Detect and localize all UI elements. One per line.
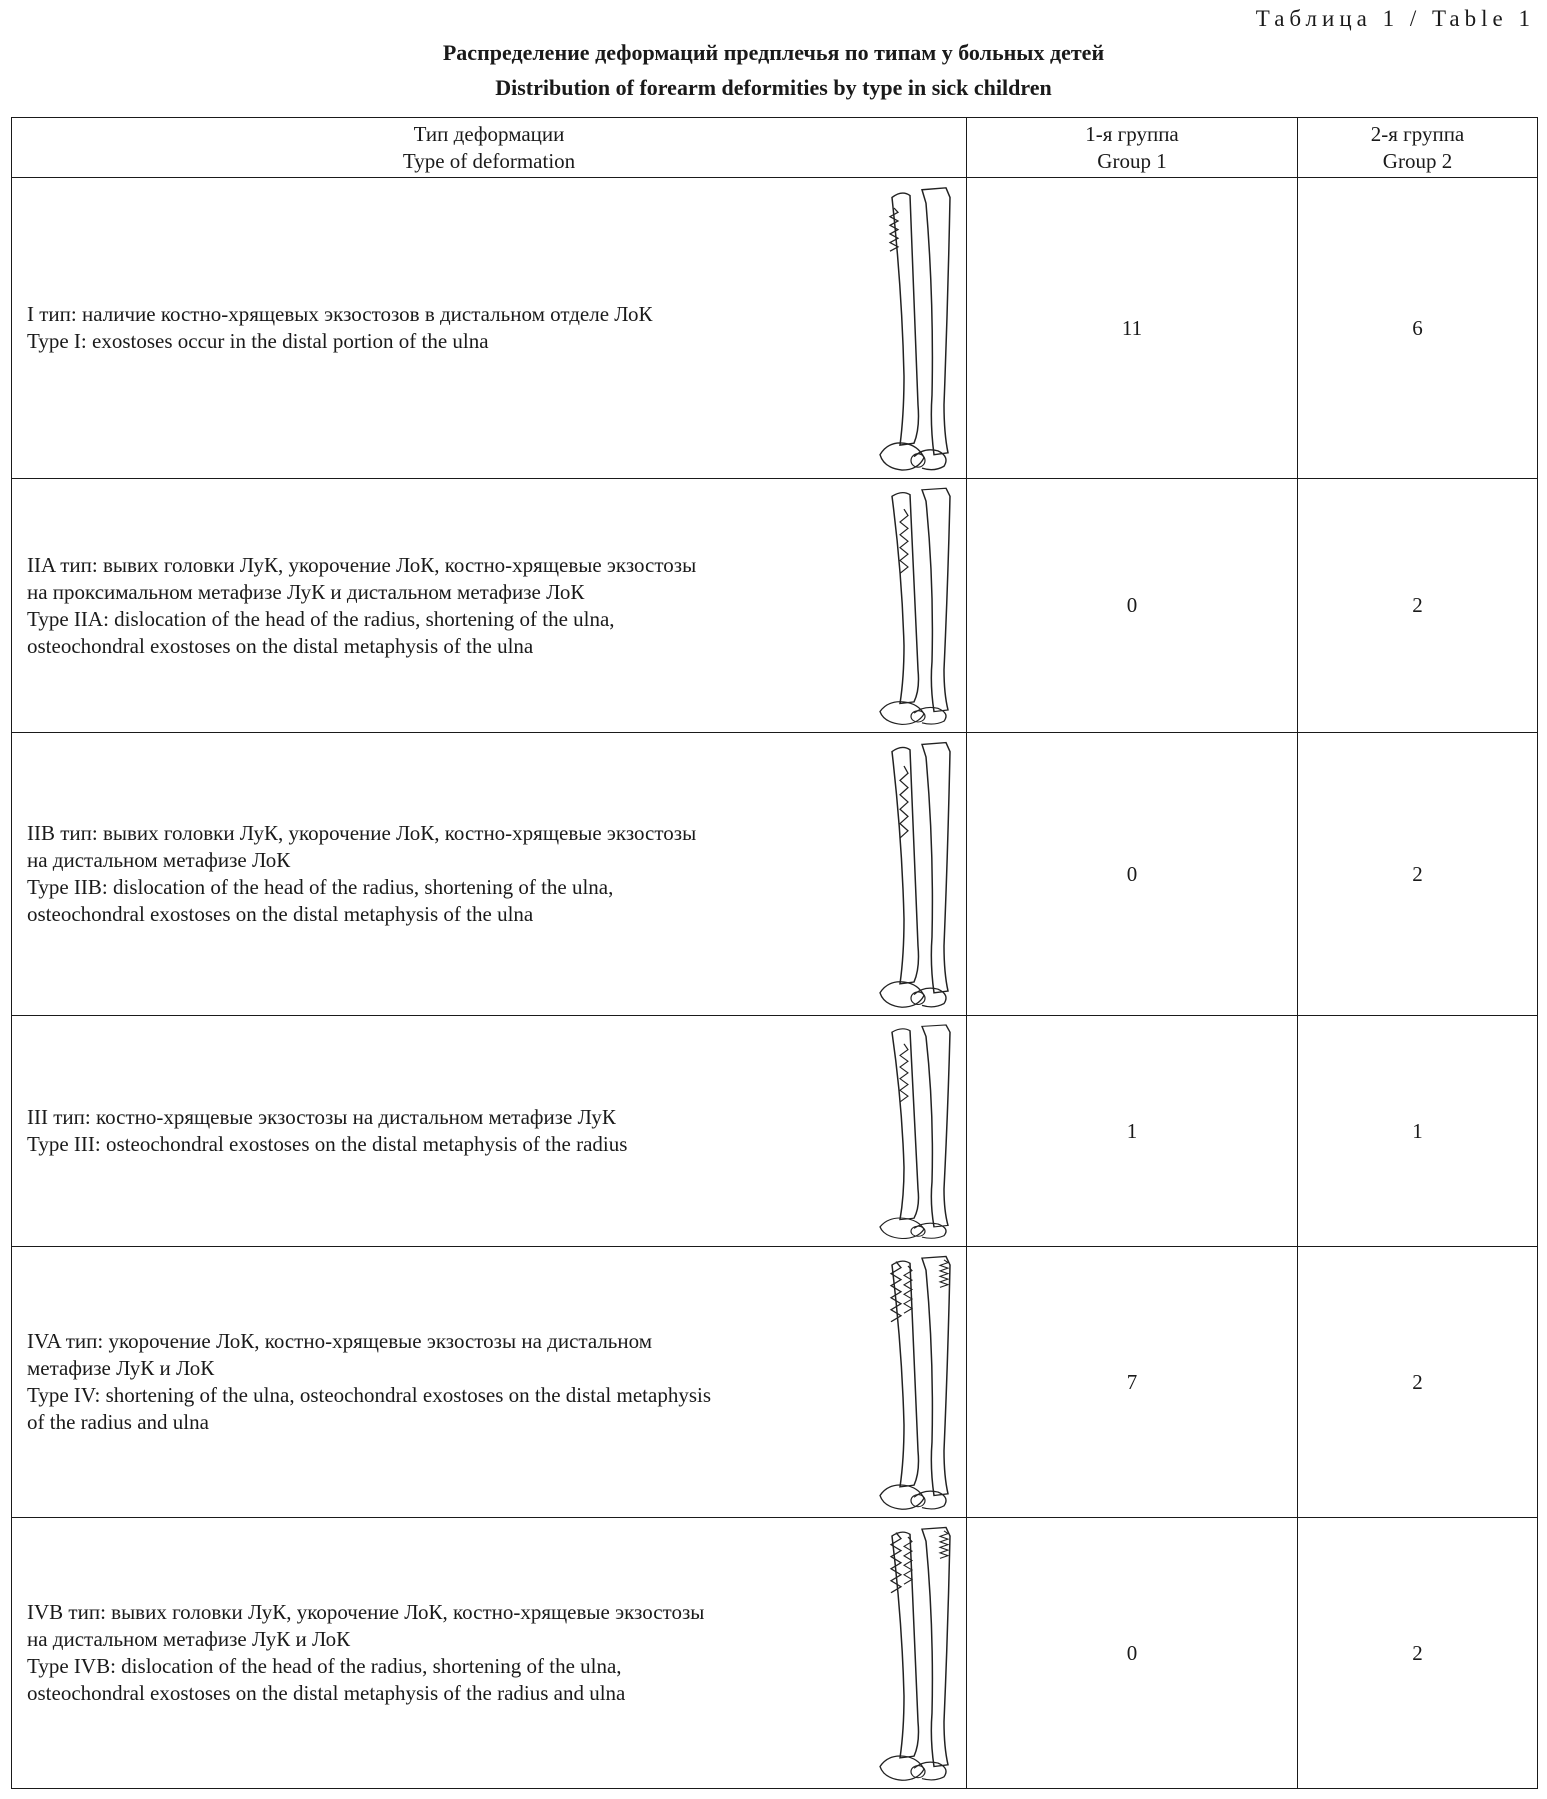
description-line: III тип: костно-хрящевые экзостозы на дистальном метафизе ЛуК	[27, 1105, 616, 1129]
table-header-row	[12, 118, 1538, 178]
description-line: Type I: exostoses occur in the distal portion of the ulna	[27, 329, 489, 353]
deformation-description	[27, 1328, 867, 1436]
group1-count: 0	[967, 1518, 1298, 1789]
description-line: Type IIA: dislocation of the head of the radius, shortening of the ulna,	[27, 606, 615, 631]
description-line: osteochondral exostoses on the distal metaphysis of the ulna	[27, 902, 534, 926]
group1-count: 1	[967, 1016, 1298, 1247]
header-type	[12, 118, 967, 178]
forearm-bones-icon	[874, 485, 964, 726]
forearm-bones-icon	[874, 739, 964, 1009]
deformity-table	[11, 117, 1538, 1789]
deformation-description	[27, 1104, 867, 1158]
table-row	[12, 1518, 1538, 1789]
table-row	[12, 1016, 1538, 1247]
forearm-bones-type-ivb-illustration	[874, 1524, 964, 1782]
description-line: Type IV: shortening of the ulna, osteochondral exostoses on the distal metaphysis	[27, 1383, 712, 1407]
forearm-bones-icon	[874, 184, 964, 472]
header-group1-ru: 1-я группа	[1085, 121, 1179, 146]
deformation-type-cell	[12, 178, 967, 479]
description-line: IIA тип: вывих головки ЛуК, укорочение ЛоК, костно-хрящевые экзостозы	[27, 552, 697, 577]
group1-count: 0	[967, 479, 1298, 733]
deformation-description	[27, 552, 867, 660]
forearm-bones-icon	[874, 1524, 964, 1782]
deformation-description	[27, 820, 867, 928]
header-type-ru: Тип деформации	[413, 121, 565, 146]
deformation-type-cell	[12, 479, 967, 733]
forearm-bones-type-i-illustration	[874, 184, 964, 472]
description-line: of the radius and ulna	[27, 1410, 209, 1434]
description-line: IVB тип: вывих головки ЛуК, укорочение ЛоК, костно-хрящевые экзостозы	[27, 1600, 705, 1624]
table-body	[12, 178, 1538, 1789]
header-group2-en: Group 2	[1382, 148, 1453, 173]
description-line: I тип: наличие костно-хрящевых экзостозов в дистальном отделе ЛоК	[27, 302, 653, 326]
description-line: на дистальном метафизе ЛоК	[27, 848, 291, 872]
group2-count: 2	[1298, 733, 1538, 1016]
forearm-bones-type-iva-illustration	[874, 1253, 964, 1511]
forearm-bones-type-iia-illustration	[874, 485, 964, 726]
table-title-ru: Распределение деформаций предплечья по типам у больных детей	[442, 40, 1105, 65]
deformation-type-cell	[12, 733, 967, 1016]
table-label: Таблица 1 / Table 1	[1255, 6, 1535, 31]
description-line: Type IVB: dislocation of the head of the radius, shortening of the ulna,	[27, 1654, 622, 1678]
header-group1-en: Group 1	[1097, 148, 1167, 173]
description-line: osteochondral exostoses on the distal metaphysis of the radius and ulna	[27, 1681, 626, 1705]
description-line: на дистальном метафизе ЛуК и ЛоК	[27, 1627, 351, 1651]
group1-count: 7	[967, 1247, 1298, 1518]
deformation-type-cell	[12, 1247, 967, 1518]
description-line: Type IIB: dislocation of the head of the radius, shortening of the ulna,	[27, 875, 614, 899]
table-title-en: Distribution of forearm deformities by type in sick children	[495, 75, 1052, 100]
description-line: Type III: osteochondral exostoses on the distal metaphysis of the radius	[27, 1132, 628, 1156]
forearm-bones-type-iii-illustration	[874, 1022, 964, 1240]
group2-count: 6	[1298, 178, 1538, 479]
group2-count: 2	[1298, 1247, 1538, 1518]
header-group2	[1298, 118, 1538, 178]
deformation-type-cell	[12, 1016, 967, 1247]
group2-count: 1	[1298, 1016, 1538, 1247]
forearm-bones-icon	[874, 1253, 964, 1511]
description-line: метафизе ЛуК и ЛоК	[27, 1356, 215, 1380]
deformation-description	[27, 1599, 867, 1707]
group2-count: 2	[1298, 1518, 1538, 1789]
table-row	[12, 733, 1538, 1016]
header-group2-ru: 2-я группа	[1370, 121, 1465, 146]
table-row	[12, 479, 1538, 733]
description-line: IIB тип: вывих головки ЛуК, укорочение ЛоК, костно-хрящевые экзостозы	[27, 821, 697, 845]
description-line: IVA тип: укорочение ЛоК, костно-хрящевые экзостозы на дистальном	[27, 1329, 653, 1353]
deformation-description	[27, 301, 867, 355]
forearm-bones-icon	[874, 1022, 964, 1240]
deformation-type-cell	[12, 1518, 967, 1789]
table-row	[12, 178, 1538, 479]
forearm-bones-type-iib-illustration	[874, 739, 964, 1009]
group2-count: 2	[1298, 479, 1538, 733]
header-type-en: Type of deformation	[402, 148, 576, 173]
group1-count: 11	[967, 178, 1298, 479]
description-line: на проксимальном метафизе ЛуК и дистальном метафизе ЛоК	[27, 579, 585, 604]
group1-count: 0	[967, 733, 1298, 1016]
table-row	[12, 1247, 1538, 1518]
header-group1	[967, 118, 1298, 178]
description-line: osteochondral exostoses on the distal metaphysis of the ulna	[27, 633, 534, 658]
